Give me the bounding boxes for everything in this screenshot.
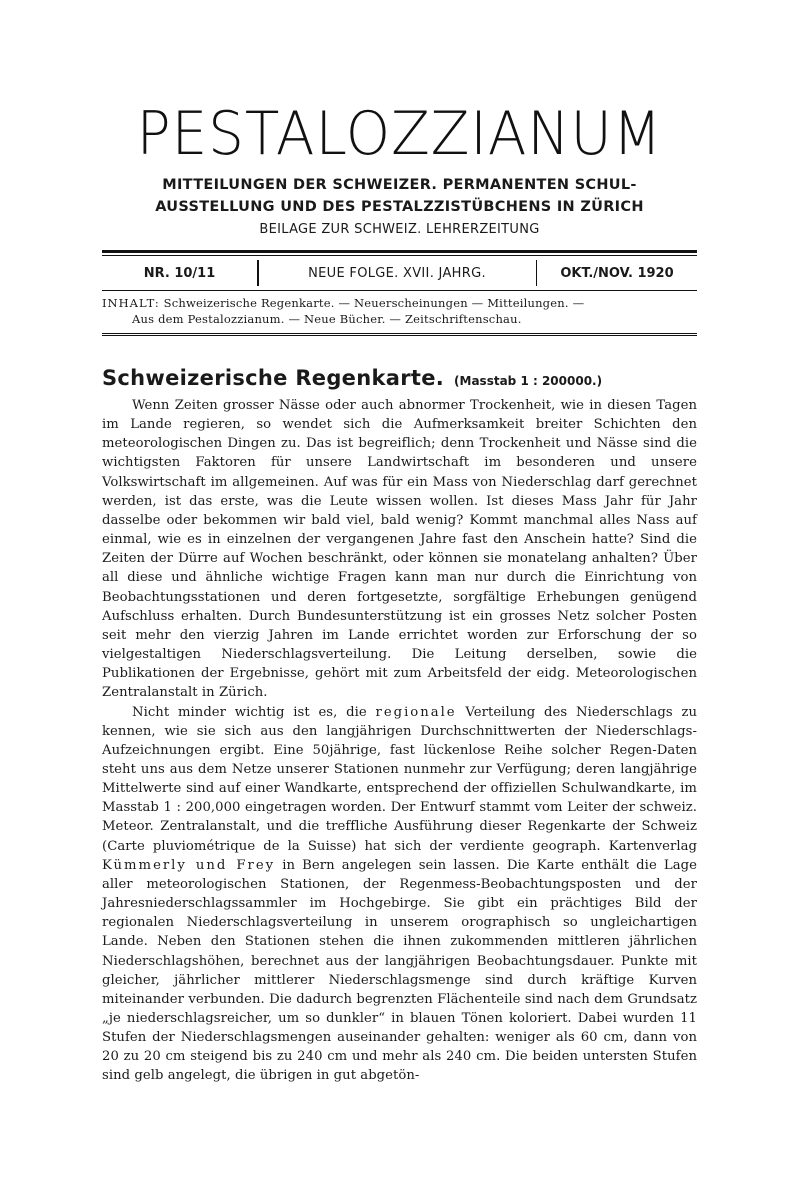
toc-entries-1: Schweizerische Regenkarte. — Neuerscheinungen — Mitteilungen. — [163, 296, 585, 310]
paragraph-2 [102, 703, 697, 1086]
paragraph-2-part-b: Verteilung des Niederschlags zu kennen, wie sie sich aus den langjährigen Durchschnittwerten der Niederschlags-Aufzeichnungen ergibt. Eine 50jährige, fast lückenlose Reihe solcher Regen-Daten steht uns aus dem Netze unserer Stationen nunmehr zur Verfügung; deren langjährige Mittelwerte sind auf einer Wandkarte, entsprechend der offiziellen Schulwandkarte, im Masstab 1 : 200,000 eingetragen worden. Der Entwurf stammt vom Leiter der schweiz. Meteor. Zentralanstalt, und die treffliche Ausführung dieser Regenkarte der Schweiz (Carte pluviométrique de la Suisse) hat sich der verdiente geograph. Kartenverlag [102, 704, 698, 854]
issue-date: OKT./NOV. 1920 [560, 265, 674, 281]
masthead-title: PESTALOZZIANUM [136, 99, 663, 169]
issue-series: NEUE FOLGE. XVII. JAHRG. [308, 265, 486, 281]
issue-number: NR. 10/11 [143, 265, 216, 281]
supplement-line: BEILAGE ZUR SCHWEIZ. LEHRERZEITUNG [259, 222, 540, 237]
toc-rule [102, 333, 697, 336]
publisher-name: Kümmerly und Frey [102, 857, 276, 873]
article-title: Schweizerische Regenkarte. [102, 366, 445, 390]
paragraph-2-part-a: Nicht minder wichtig ist es, die [132, 704, 367, 720]
masthead-subtitle [102, 174, 697, 218]
toc-line-2: Aus dem Pestalozzianum. — Neue Bücher. — Zeitschriftenschau. [132, 312, 522, 326]
newspaper-page [102, 98, 697, 1086]
issue-bar [102, 256, 697, 290]
article-scale: (Masstab 1 : 200000.) [454, 374, 603, 388]
paragraph-2-part-c: in Bern angelegen sein lassen. Die Karte enthält die Lage aller meteorologischen Stationen, der Regenmess-Beobachtungsposten und der Jahresniederschlagssammler im Hochgebirge. Sie gibt ein prächtiges Bild der regionalen Niederschlagsverteilung in unserem orographisch so ungleichartigen Lande. Neben den Stationen stehen die ihnen zukommenden mittleren jährlichen Niederschlagshöhen, berechnet aus der langjährigen Beobachtungsdauer. Punkte mit gleicher, jährlicher mittlerer Niederschlagsmenge sind durch kräftige Kurven miteinander verbunden. Die dadurch begrenzten Flächenteile sind nach dem Grundsatz „je niederschlagsreicher, um so dunkler“ in blauen Tönen koloriert. Dabei wurden 11 Stufen der Niederschlagsmengen auseinander gehalten: weniger als 60 cm, dann von 20 zu 20 cm steigend bis zu 240 cm und mehr als 240 cm. Die beiden untersten Stufen sind gelb angelegt, die übrigen in gut abgetön- [102, 857, 697, 1084]
article-body [102, 396, 697, 1086]
spaced-emphasis: regionale [375, 704, 457, 720]
paragraph-1: Wenn Zeiten grosser Nässe oder auch abnormer Trockenheit, wie in diesen Tagen im Lande regieren, so wendet sich die Aufmerksamkeit breiter Schichten den meteorologischen Dingen zu. Das ist begreiflich; denn Trockenheit und Nässe sind die wichtigsten Faktoren für unsere Landwirtschaft im besonderen und unsere Volkswirtschaft im allgemeinen. Auf was für ein Mass von Niederschlag darf gerechnet werden, ist das erste, was die Leute wissen wollen. Ist dieses Mass Jahr für Jahr dasselbe oder bekommen wir bald viel, bald wenig? Kommt manchmal alles Nass auf einmal, wie es in einzelnen der vergangenen Jahre fast den Anschein hatte? Sind die Zeiten der Dürre auf Wochen beschränkt, oder können sie monatelang anhalten? Über all diese und ähnliche wichtige Fragen kann man nur durch die Einrichtung von Beobachtungsstationen und deren fortgesetzte, sorgfältige Erhebungen genügend Aufschluss erhalten. Durch Bundesunterstützung ist ein grosses Netz solcher Posten seit mehr den vierzig Jahren im Lande errichtet worden zur Erforschung der so vielgestaltigen Niederschlagsverteilung. Die Leitung derselben, sowie die Publikationen der Ergebnisse, gehört mit zum Arbeitsfeld der eidg. Meteorologischen Zentralanstalt in Zürich. [102, 398, 697, 701]
toc-label: INHALT: [102, 296, 160, 310]
table-of-contents [102, 295, 697, 327]
article-header [102, 366, 697, 390]
toc-line-1 [102, 295, 697, 311]
subtitle-line-1: MITTEILUNGEN DER SCHWEIZER. PERMANENTEN SCHUL- [162, 177, 637, 193]
issue-rule [102, 290, 697, 291]
subtitle-line-2: AUSSTELLUNG UND DES PESTALZZISTÜBCHENS IN ZÜRICH [155, 199, 644, 215]
masthead-rule-thick [102, 250, 697, 253]
